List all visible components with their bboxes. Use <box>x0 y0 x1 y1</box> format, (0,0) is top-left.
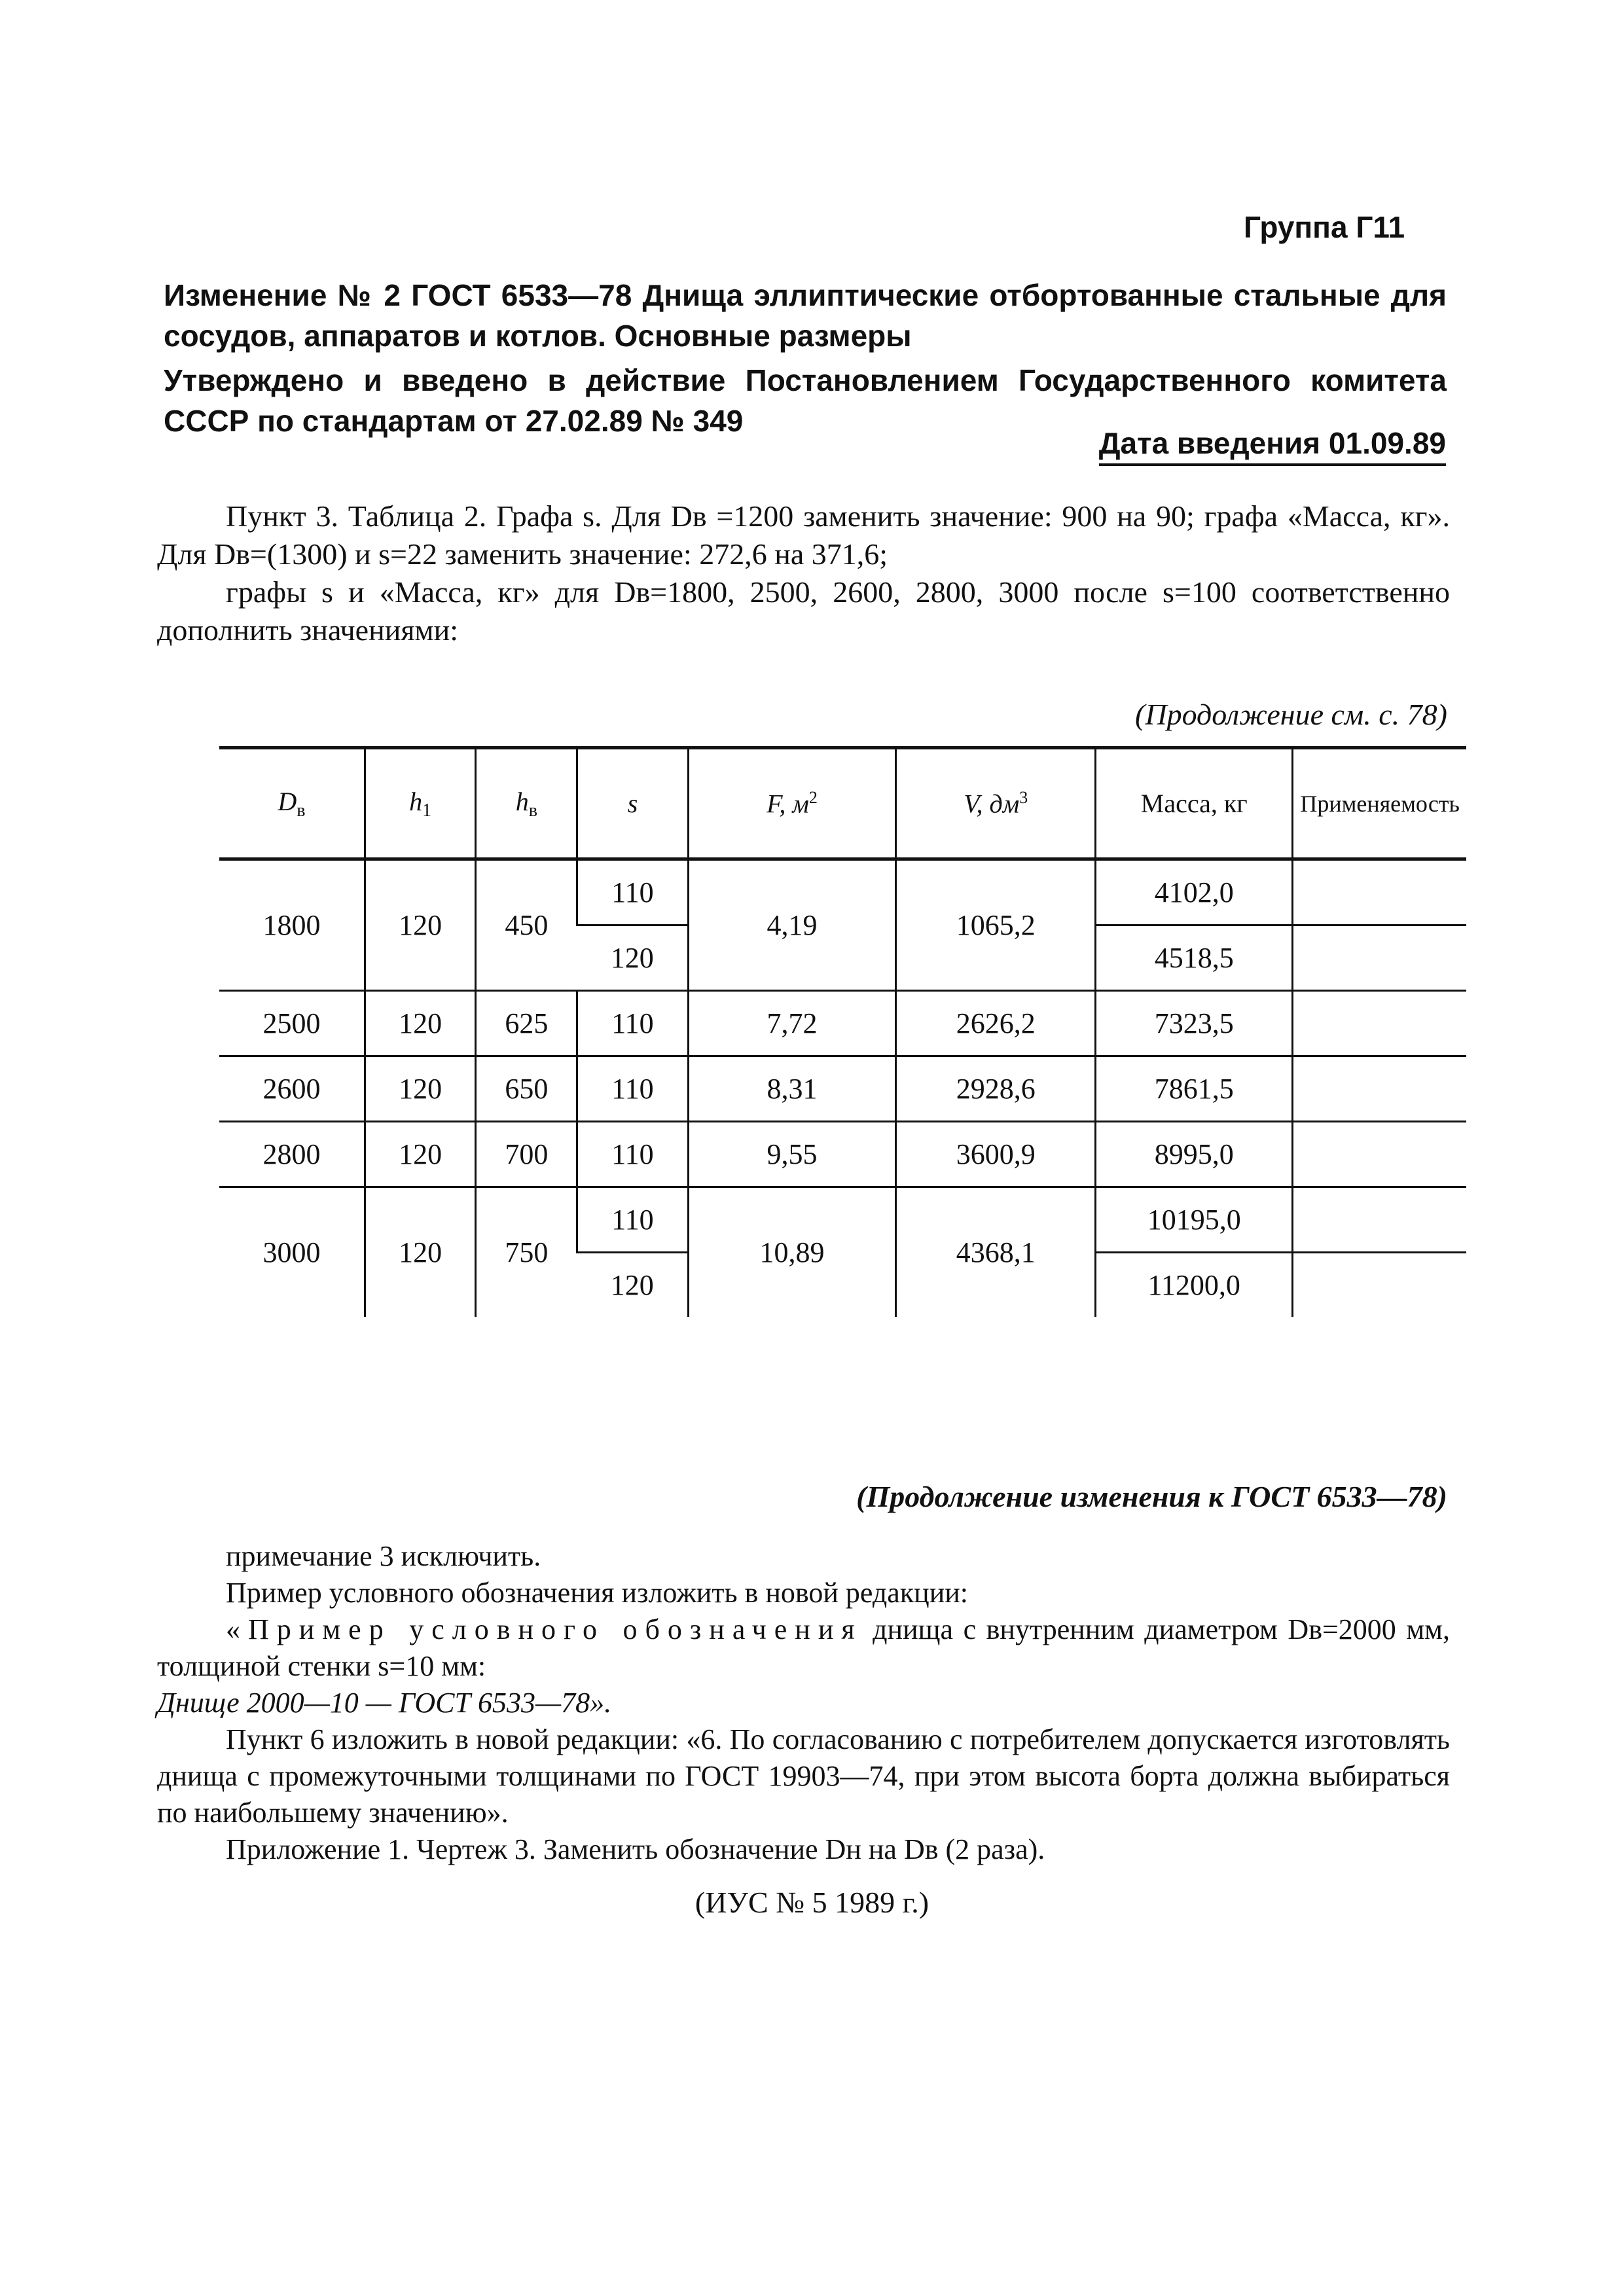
cell-s: 110 <box>577 991 688 1056</box>
cell-applicability <box>1293 1253 1466 1318</box>
cell-s: 110 <box>577 1187 688 1253</box>
dimensions-table <box>219 746 1466 1317</box>
table-header-row <box>219 748 1466 859</box>
cell-applicability <box>1293 1056 1466 1122</box>
cell-f: 7,72 <box>688 991 896 1056</box>
cell-d: 2500 <box>219 991 365 1056</box>
spaced-phrase: «Пример условного обозначения <box>226 1613 863 1645</box>
cell-s: 120 <box>577 925 688 991</box>
cell-mass: 10195,0 <box>1096 1187 1293 1253</box>
cell-hb: 750 <box>476 1187 577 1318</box>
cell-h1: 120 <box>365 1056 475 1122</box>
cell-v: 2928,6 <box>896 1056 1096 1122</box>
cell-mass: 11200,0 <box>1096 1253 1293 1318</box>
cell-applicability <box>1293 1122 1466 1187</box>
cell-v: 2626,2 <box>896 991 1096 1056</box>
cell-v: 3600,9 <box>896 1122 1096 1187</box>
cell-d: 2800 <box>219 1122 365 1187</box>
cell-hb: 625 <box>476 991 577 1056</box>
note-text: днища с внутренним диаметром Dв=2000 мм, толщиной стенки s=10 мм: <box>157 1613 1451 1682</box>
cell-v: 1065,2 <box>896 859 1096 991</box>
cell-h1: 120 <box>365 1122 475 1187</box>
header-v: V, $дм^3$ <box>896 748 1096 859</box>
header-hb: $h_в$ <box>476 748 577 859</box>
cell-h1: 120 <box>365 1187 475 1318</box>
cell-mass: 4102,0 <box>1096 859 1293 925</box>
cell-d: 1800 <box>219 859 365 991</box>
cell-h1: 120 <box>365 991 475 1056</box>
ius-reference: (ИУС № 5 1989 г.) <box>695 1886 929 1919</box>
table-row <box>219 991 1466 1056</box>
amendment-notes <box>157 1538 1450 1868</box>
header-mass: Масса, кг <box>1096 748 1293 859</box>
cell-applicability <box>1293 859 1466 925</box>
group-label: Группа Г11 <box>1244 210 1405 244</box>
cell-f: 10,89 <box>688 1187 896 1318</box>
cell-mass: 7861,5 <box>1096 1056 1293 1122</box>
amendment-paragraph <box>157 497 1450 649</box>
note-line: Пункт 6 изложить в новой редакции: «6. По согласованию с потребителем допускается изготовлять днища с промежуточными толщинами по ГОСТ 19903—74, при этом высота борта должна выбираться по наибольшему значению». <box>157 1723 1450 1829</box>
document-title: Изменение № 2 ГОСТ 6533—78 Днища эллиптические отбортованные стальные для сосудов, аппаратов и котлов. Основные размеры <box>164 278 1447 353</box>
cell-d: 2600 <box>219 1056 365 1122</box>
cell-f: 9,55 <box>688 1122 896 1187</box>
cell-mass: 4518,5 <box>1096 925 1293 991</box>
designation-example: Днище 2000—10 — ГОСТ 6533—78». <box>157 1687 612 1719</box>
cell-hb: 450 <box>476 859 577 991</box>
note-line: Пример условного обозначения изложить в новой редакции: <box>226 1577 969 1609</box>
cell-s: 110 <box>577 859 688 925</box>
header-applicability: Применяемость <box>1293 748 1466 859</box>
note-line: Приложение 1. Чертеж 3. Заменить обозначение Dн на Dв (2 раза). <box>226 1833 1045 1865</box>
continuation-note: (Продолжение см. с. 78) <box>1135 698 1447 731</box>
paragraph-line: графы s и «Масса, кг» для Dв=1800, 2500, 2600, 2800, 3000 после s=100 соответственно дополнить значениями: <box>157 575 1450 647</box>
cell-h1: 120 <box>365 859 475 991</box>
cell-hb: 650 <box>476 1056 577 1122</box>
cell-applicability <box>1293 1187 1466 1253</box>
note-line: примечание 3 исключить. <box>226 1540 541 1572</box>
table-row <box>219 859 1466 925</box>
table-row <box>219 1122 1466 1187</box>
cell-s: 110 <box>577 1122 688 1187</box>
table-row <box>219 1056 1466 1122</box>
continuation-note: (Продолжение изменения к ГОСТ 6533—78) <box>856 1480 1447 1513</box>
cell-applicability <box>1293 925 1466 991</box>
cell-v: 4368,1 <box>896 1187 1096 1318</box>
cell-mass: 8995,0 <box>1096 1122 1293 1187</box>
header-h1: $h_1$ <box>365 748 475 859</box>
cell-s: 120 <box>610 1269 654 1301</box>
paragraph-line: Пункт 3. Таблица 2. Графа s. Для Dв =1200 заменить значение: 900 на 90; графа «Масса, кг». Для Dв=(1300) и s=22 заменить значение: 272,6 на 371,6; <box>157 499 1450 571</box>
cell-f: 4,19 <box>688 859 896 991</box>
cell-applicability <box>1293 991 1466 1056</box>
table-row <box>219 1187 1466 1253</box>
cell-d: 3000 <box>262 1236 321 1268</box>
header-f: F, $м^2$ <box>688 748 896 859</box>
cell-mass: 7323,5 <box>1096 991 1293 1056</box>
cell-s: 110 <box>577 1056 688 1122</box>
approval-statement: Утверждено и введено в действие Постановлением Государственного комитета СССР по стандартам от 27.02.89 № 349 <box>164 363 1447 438</box>
header-d: $D_в$ <box>219 748 365 859</box>
introduction-date: Дата введения 01.09.89 <box>1099 425 1446 466</box>
note-line <box>157 1611 1450 1685</box>
header-s: s <box>577 748 688 859</box>
cell-hb: 700 <box>476 1122 577 1187</box>
cell-f: 8,31 <box>688 1056 896 1122</box>
